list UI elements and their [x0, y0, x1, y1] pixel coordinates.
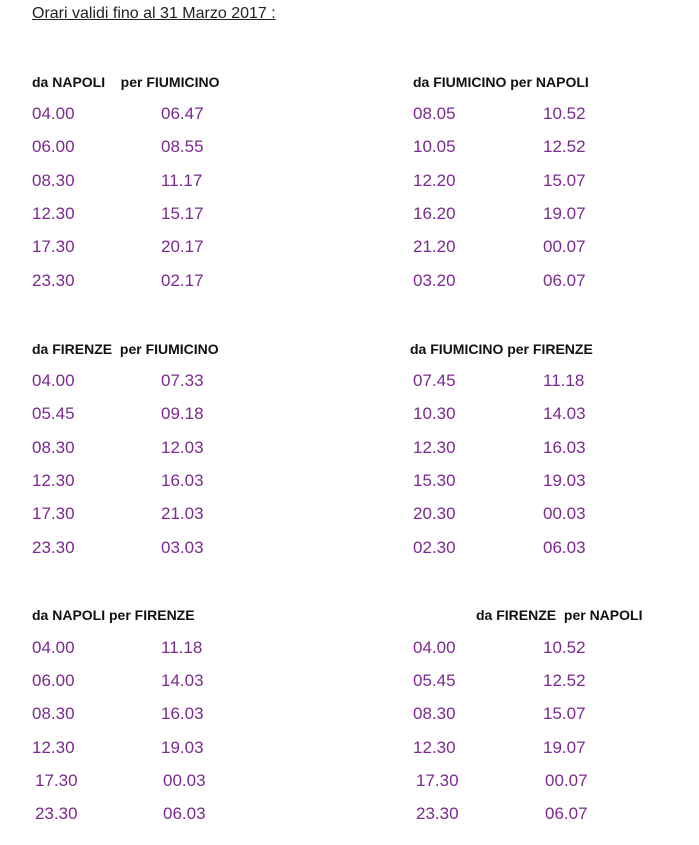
arrival-time: 12.03	[161, 438, 204, 457]
arrival-time: 16.03	[161, 471, 204, 490]
arrival-time: 16.03	[161, 704, 204, 723]
arrival-time: 00.03	[163, 771, 206, 790]
schedule-row	[413, 271, 693, 293]
departure-time: 04.00	[32, 638, 75, 657]
arrival-time: 14.03	[543, 404, 586, 423]
schedule-header: da FIUMICINO per FIRENZE	[410, 341, 593, 357]
schedule-header: da FIRENZE per NAPOLI	[476, 607, 643, 623]
schedule-row	[413, 104, 693, 126]
arrival-time: 07.33	[161, 371, 204, 390]
departure-time: 23.30	[416, 804, 459, 823]
departure-time: 23.30	[35, 804, 78, 823]
arrival-time: 12.52	[543, 671, 586, 690]
schedule-row	[413, 671, 693, 693]
departure-time: 17.30	[32, 237, 75, 256]
arrival-time: 00.07	[543, 237, 586, 256]
schedule-row	[410, 504, 693, 526]
departure-time: 08.30	[32, 704, 75, 723]
departure-time: 17.30	[32, 504, 75, 523]
arrival-time: 06.03	[543, 538, 586, 557]
arrival-time: 11.18	[543, 371, 585, 390]
departure-time: 08.05	[413, 104, 456, 123]
schedule-row	[32, 771, 332, 793]
schedule-row	[32, 171, 332, 193]
schedule-row	[32, 671, 332, 693]
departure-time: 04.00	[32, 104, 75, 123]
schedule-row	[32, 738, 332, 760]
departure-time: 15.30	[413, 471, 456, 490]
schedule-row	[32, 638, 332, 660]
schedule-row	[32, 538, 332, 560]
schedule-row	[410, 371, 693, 393]
schedule-row	[410, 438, 693, 460]
departure-time: 06.00	[32, 671, 75, 690]
arrival-time: 11.17	[161, 171, 203, 190]
departure-time: 03.20	[413, 271, 456, 290]
arrival-time: 19.03	[543, 471, 586, 490]
arrival-time: 00.07	[545, 771, 588, 790]
departure-time: 08.30	[32, 171, 75, 190]
departure-time: 21.20	[413, 237, 456, 256]
schedule-row	[413, 171, 693, 193]
schedule-header: da NAPOLI per FIUMICINO	[32, 74, 220, 90]
departure-time: 05.45	[413, 671, 456, 690]
arrival-time: 19.03	[161, 738, 204, 757]
schedule-row	[32, 237, 332, 259]
schedule-header: da NAPOLI per FIRENZE	[32, 607, 195, 623]
schedule-row	[410, 471, 693, 493]
departure-time: 04.00	[32, 371, 75, 390]
departure-time: 08.30	[413, 704, 456, 723]
arrival-time: 15.07	[543, 171, 586, 190]
departure-time: 20.30	[413, 504, 456, 523]
arrival-time: 08.55	[161, 137, 204, 156]
schedule-row	[32, 271, 332, 293]
arrival-time: 10.52	[543, 638, 586, 657]
schedule-row	[32, 471, 332, 493]
arrival-time: 20.17	[161, 237, 204, 256]
arrival-time: 14.03	[161, 671, 204, 690]
schedule-row	[32, 438, 332, 460]
page-title: Orari validi fino al 31 Marzo 2017 :	[32, 5, 276, 22]
arrival-time: 16.03	[543, 438, 586, 457]
schedule-row	[410, 404, 693, 426]
departure-time: 06.00	[32, 137, 75, 156]
schedule-row	[413, 137, 693, 159]
arrival-time: 21.03	[161, 504, 204, 523]
departure-time: 12.30	[413, 438, 456, 457]
departure-time: 12.30	[413, 738, 456, 757]
schedule-row	[32, 804, 332, 826]
arrival-time: 03.03	[161, 538, 204, 557]
arrival-time: 06.07	[545, 804, 588, 823]
arrival-time: 06.03	[163, 804, 206, 823]
arrival-time: 19.07	[543, 204, 586, 223]
arrival-time: 19.07	[543, 738, 586, 757]
departure-time: 10.05	[413, 137, 456, 156]
schedule-row	[410, 538, 693, 560]
schedule-row	[32, 704, 332, 726]
departure-time: 23.30	[32, 271, 75, 290]
schedule-row	[32, 104, 332, 126]
arrival-time: 02.17	[161, 271, 204, 290]
arrival-time: 11.18	[161, 638, 203, 657]
departure-time: 12.30	[32, 204, 75, 223]
schedule-row	[413, 804, 693, 826]
schedule-row	[32, 371, 332, 393]
departure-time: 12.20	[413, 171, 456, 190]
schedule-row	[413, 237, 693, 259]
schedule-row	[413, 704, 693, 726]
arrival-time: 06.47	[161, 104, 204, 123]
schedule-row	[413, 204, 693, 226]
departure-time: 17.30	[35, 771, 78, 790]
schedule-row	[413, 738, 693, 760]
schedule-header: da FIRENZE per FIUMICINO	[32, 341, 219, 357]
departure-time: 04.00	[413, 638, 456, 657]
departure-time: 16.20	[413, 204, 456, 223]
departure-time: 08.30	[32, 438, 75, 457]
schedule-row	[32, 204, 332, 226]
departure-time: 12.30	[32, 471, 75, 490]
arrival-time: 09.18	[161, 404, 204, 423]
arrival-time: 12.52	[543, 137, 586, 156]
departure-time: 12.30	[32, 738, 75, 757]
arrival-time: 00.03	[543, 504, 586, 523]
arrival-time: 15.07	[543, 704, 586, 723]
arrival-time: 10.52	[543, 104, 586, 123]
arrival-time: 06.07	[543, 271, 586, 290]
departure-time: 10.30	[413, 404, 456, 423]
schedule-header: da FIUMICINO per NAPOLI	[413, 74, 589, 90]
arrival-time: 15.17	[161, 204, 204, 223]
schedule-row	[32, 404, 332, 426]
schedule-row	[413, 771, 693, 793]
departure-time: 02.30	[413, 538, 456, 557]
departure-time: 07.45	[413, 371, 456, 390]
departure-time: 23.30	[32, 538, 75, 557]
schedule-row	[413, 638, 693, 660]
departure-time: 17.30	[416, 771, 459, 790]
departure-time: 05.45	[32, 404, 75, 423]
schedule-row	[32, 504, 332, 526]
schedule-row	[32, 137, 332, 159]
